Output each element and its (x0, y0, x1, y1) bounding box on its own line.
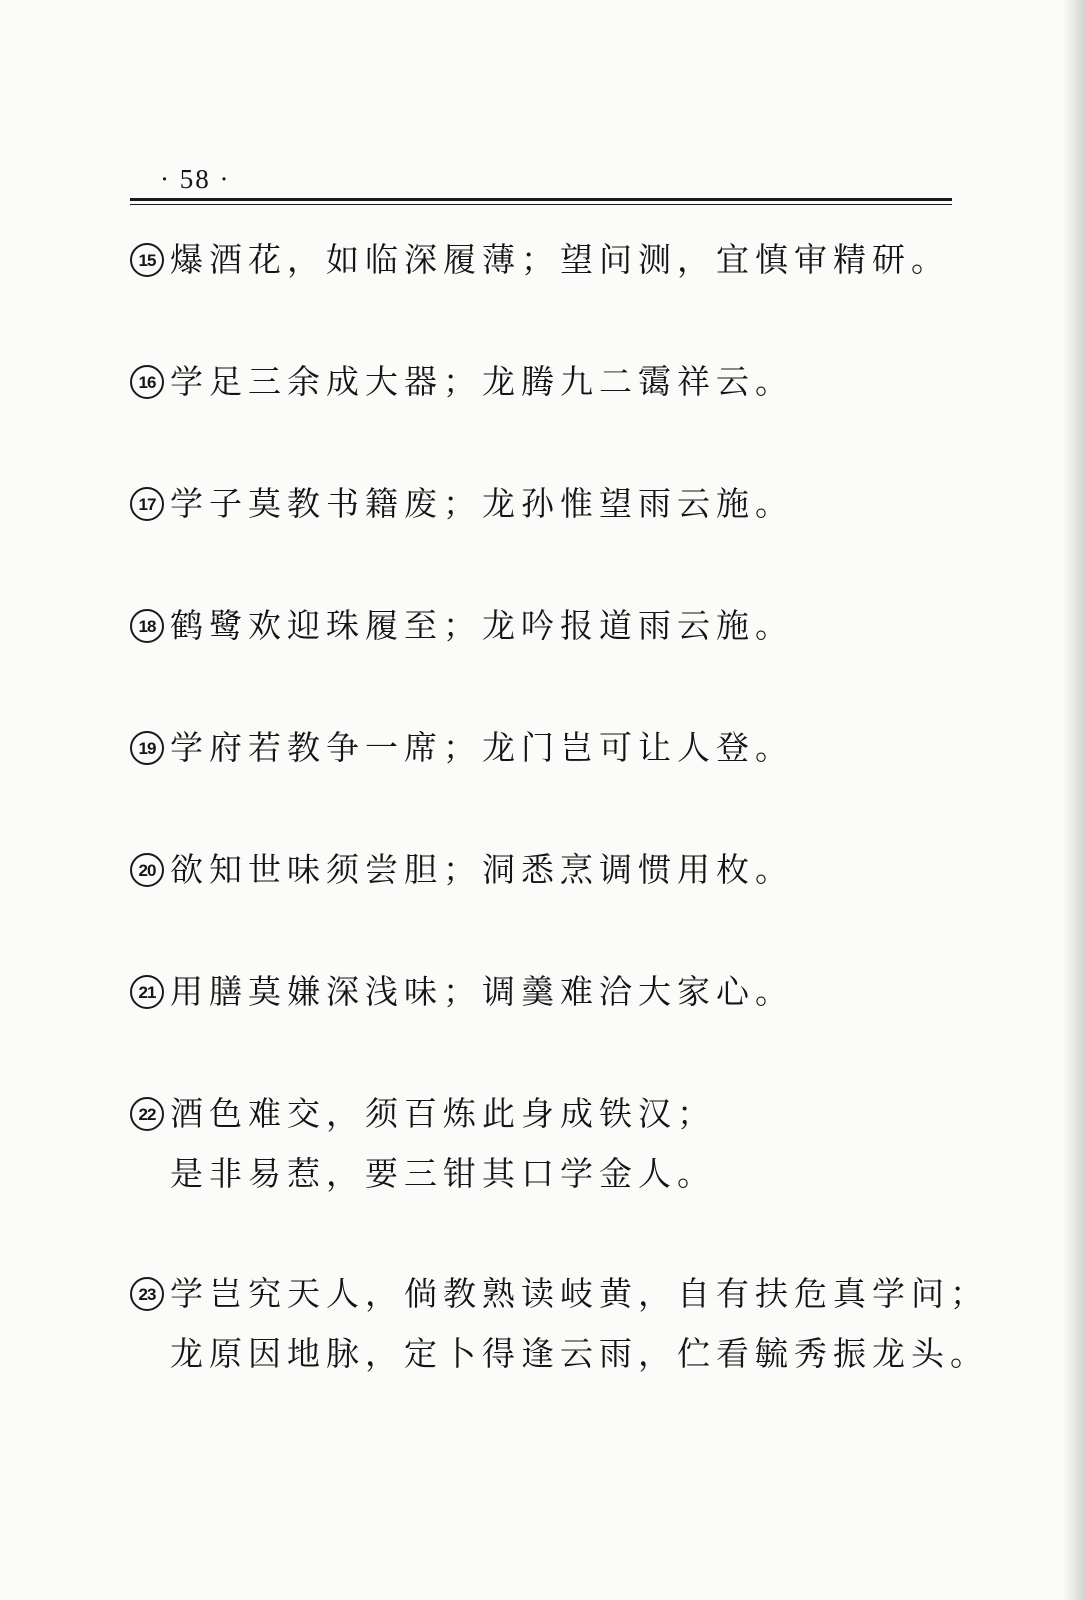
entry-number-badge: 16 (130, 365, 164, 399)
entry-lines (170, 236, 950, 284)
entry-lines (170, 358, 794, 406)
entry-number-badge: 22 (130, 1097, 164, 1131)
entry-lines (170, 846, 794, 894)
entry-line: 是非易惹，要三钳其口学金人。 (170, 1154, 716, 1193)
entry-line: 学岂究天人，倘教熟读岐黄，自有扶危真学问； (170, 1274, 989, 1313)
page-header (130, 158, 950, 218)
couplet-entry-19 (130, 724, 960, 774)
entry-line: 酒色难交，须百炼此身成铁汉； (170, 1094, 716, 1133)
entry-line: 鹤鹭欢迎珠履至；龙吟报道雨云施。 (170, 606, 794, 645)
couplet-entry-16 (130, 358, 960, 408)
entry-number-badge: 17 (130, 487, 164, 521)
couplet-entry-20 (130, 846, 960, 896)
entry-number-badge: 23 (130, 1277, 164, 1311)
entry-number-badge: 18 (130, 609, 164, 643)
entry-number-badge: 15 (130, 243, 164, 277)
entry-number-badge: 21 (130, 975, 164, 1009)
entry-line: 学府若教争一席；龙门岂可让人登。 (170, 728, 794, 767)
page-edge-shadow (1063, 0, 1085, 1600)
header-rule-thin (130, 204, 952, 205)
couplet-entry-22 (130, 1090, 960, 1214)
entry-lines (170, 1090, 716, 1198)
entry-number-badge: 20 (130, 853, 164, 887)
entry-lines (170, 724, 794, 772)
couplet-entry-18 (130, 602, 960, 652)
entry-lines (170, 968, 794, 1016)
entry-line: 欲知世味须尝胆；洞悉烹调惯用枚。 (170, 850, 794, 889)
entry-lines (170, 1270, 989, 1378)
couplet-entry-21 (130, 968, 960, 1018)
entry-line: 学子莫教书籍废；龙孙惟望雨云施。 (170, 484, 794, 523)
header-rule-thick (130, 198, 952, 201)
entry-line: 爆酒花，如临深履薄；望问测，宜慎审精研。 (170, 240, 950, 279)
couplet-entry-15 (130, 236, 960, 286)
entry-line: 学足三余成大器；龙腾九二霭祥云。 (170, 362, 794, 401)
page-number: · 58 · (160, 164, 231, 194)
couplet-entry-23 (130, 1270, 989, 1394)
entry-lines (170, 602, 794, 650)
entry-number-badge: 19 (130, 731, 164, 765)
couplet-list (130, 236, 989, 1450)
entry-lines (170, 480, 794, 528)
entry-line: 龙原因地脉，定卜得逢云雨，伫看毓秀振龙头。 (170, 1334, 989, 1373)
entry-line: 用膳莫嫌深浅味；调羹难洽大家心。 (170, 972, 794, 1011)
couplet-entry-17 (130, 480, 960, 530)
